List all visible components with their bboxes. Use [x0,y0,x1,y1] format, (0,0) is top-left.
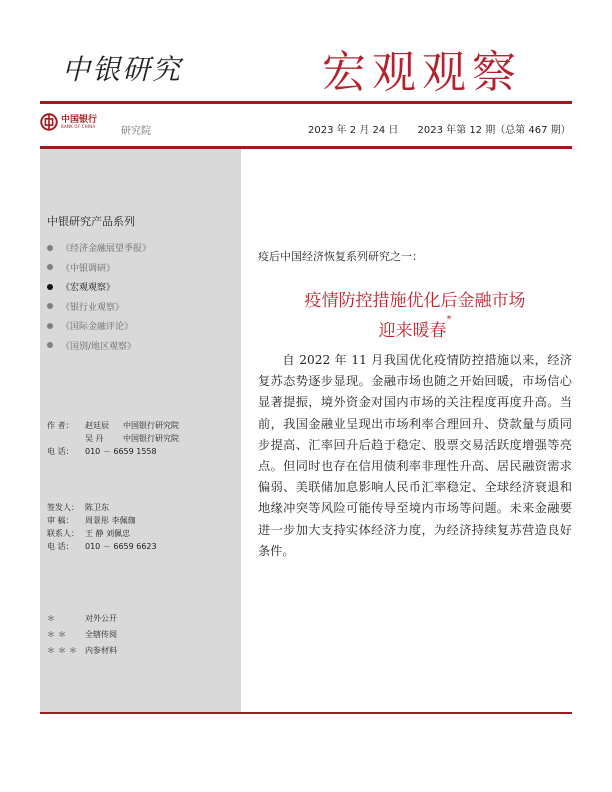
series-item-active[interactable] [47,277,237,297]
article-title-line2 [258,316,572,341]
level-stars: ＊ [47,614,58,623]
top-divider [40,101,572,104]
author-phone: 010 － 6659 1558 [85,447,157,456]
level-stars: ＊＊ [47,630,69,639]
bullet-icon [47,284,53,290]
author-org: 中国银行研究院 [123,434,179,443]
review-key: 审 稿： [47,516,74,525]
level-label: 内参材料 [85,646,117,655]
bottom-divider [40,712,572,714]
level-stars: ＊＊＊ [47,646,80,655]
level-label: 全辖传阅 [85,630,117,639]
author-name: 吴 丹 [85,434,104,443]
issue-date: 2023 年 2 月 24 日 [308,125,399,136]
author-key: 作 者： [47,421,74,430]
approval-block [47,501,157,553]
phone-key: 电 话： [47,447,74,456]
series-item-label: 《宏观观察》 [61,283,116,294]
bullet-icon [47,342,53,348]
series-list [47,238,237,355]
series-item[interactable] [47,258,237,278]
series-item[interactable] [47,336,237,356]
series-item-label: 《国际金融评论》 [61,322,134,333]
bank-of-china-icon [40,113,58,131]
series-item-label: 《经济金融展望季报》 [61,244,152,255]
contact-phone: 010 － 6659 6623 [85,542,157,551]
bank-logo [40,113,97,131]
bullet-icon [47,323,53,329]
article-title-line1: 疫情防控措施优化后金融市场 [304,291,526,311]
article-abstract: 自 2022 年 11 月我国优化疫情防控措施以来，经济复苏态势逐步显现。金融市场也随之开始回暖，市场信心显著提振，境外资金对国内市场的关注程度再度升高。当前，我国金融业呈现出市场利率合理回升、贷款量与质同步提高、汇率回升后趋于稳定、股票交易活跃度增强等亮点。但同时也存在信用债利率非理性升高、居民融资需求偏弱、美联储加息影响人民币汇率稳定、全球经济衰退和地缘冲突等风险可能传导至境内市场等问题。未来金融要进一步加大支持实体经济力度，为经济持续复苏营造良好条件。 [258,353,572,558]
logo-chinese-name: 中国银行 [61,114,98,125]
series-title: 宏观观察 [322,47,522,98]
signer-name: 陈卫东 [85,503,109,512]
phone-key: 电 话： [47,542,74,551]
series-item[interactable] [47,316,237,336]
article-subheading: 疫后中国经济恢复系列研究之一： [258,250,423,263]
institute-label: 研究院 [121,126,151,137]
signer-key: 签发人： [47,503,79,512]
author-org: 中国银行研究院 [123,421,179,430]
article-title-text: 迎来暖春 [378,321,447,341]
author-block [47,419,179,458]
contact-names: 王 静 刘佩忠 [85,529,131,538]
footnote-mark: * [446,314,452,325]
series-heading: 中银研究产品系列 [47,215,135,228]
bullet-icon [47,245,53,251]
series-item[interactable] [47,238,237,258]
series-item[interactable] [47,297,237,317]
author-name: 赵廷辰 [85,421,109,430]
distribution-legend [47,611,117,659]
issue-info [308,121,571,136]
issue-number: 2023 年第 12 期（总第 467 期） [417,125,571,136]
bullet-icon [47,264,53,270]
series-item-label: 《银行业观察》 [61,302,125,313]
level-label: 对外公开 [85,614,117,623]
brand-script-logo: 中银研究 [62,53,183,86]
contact-key: 联系人： [47,529,79,538]
bullet-icon [47,303,53,309]
series-item-label: 《国别/地区观察》 [61,341,137,352]
series-item-label: 《中银调研》 [61,263,116,274]
reviewer-names: 周景彤 李佩珈 [85,516,136,525]
logo-english-name: BANK OF CHINA [61,123,96,129]
